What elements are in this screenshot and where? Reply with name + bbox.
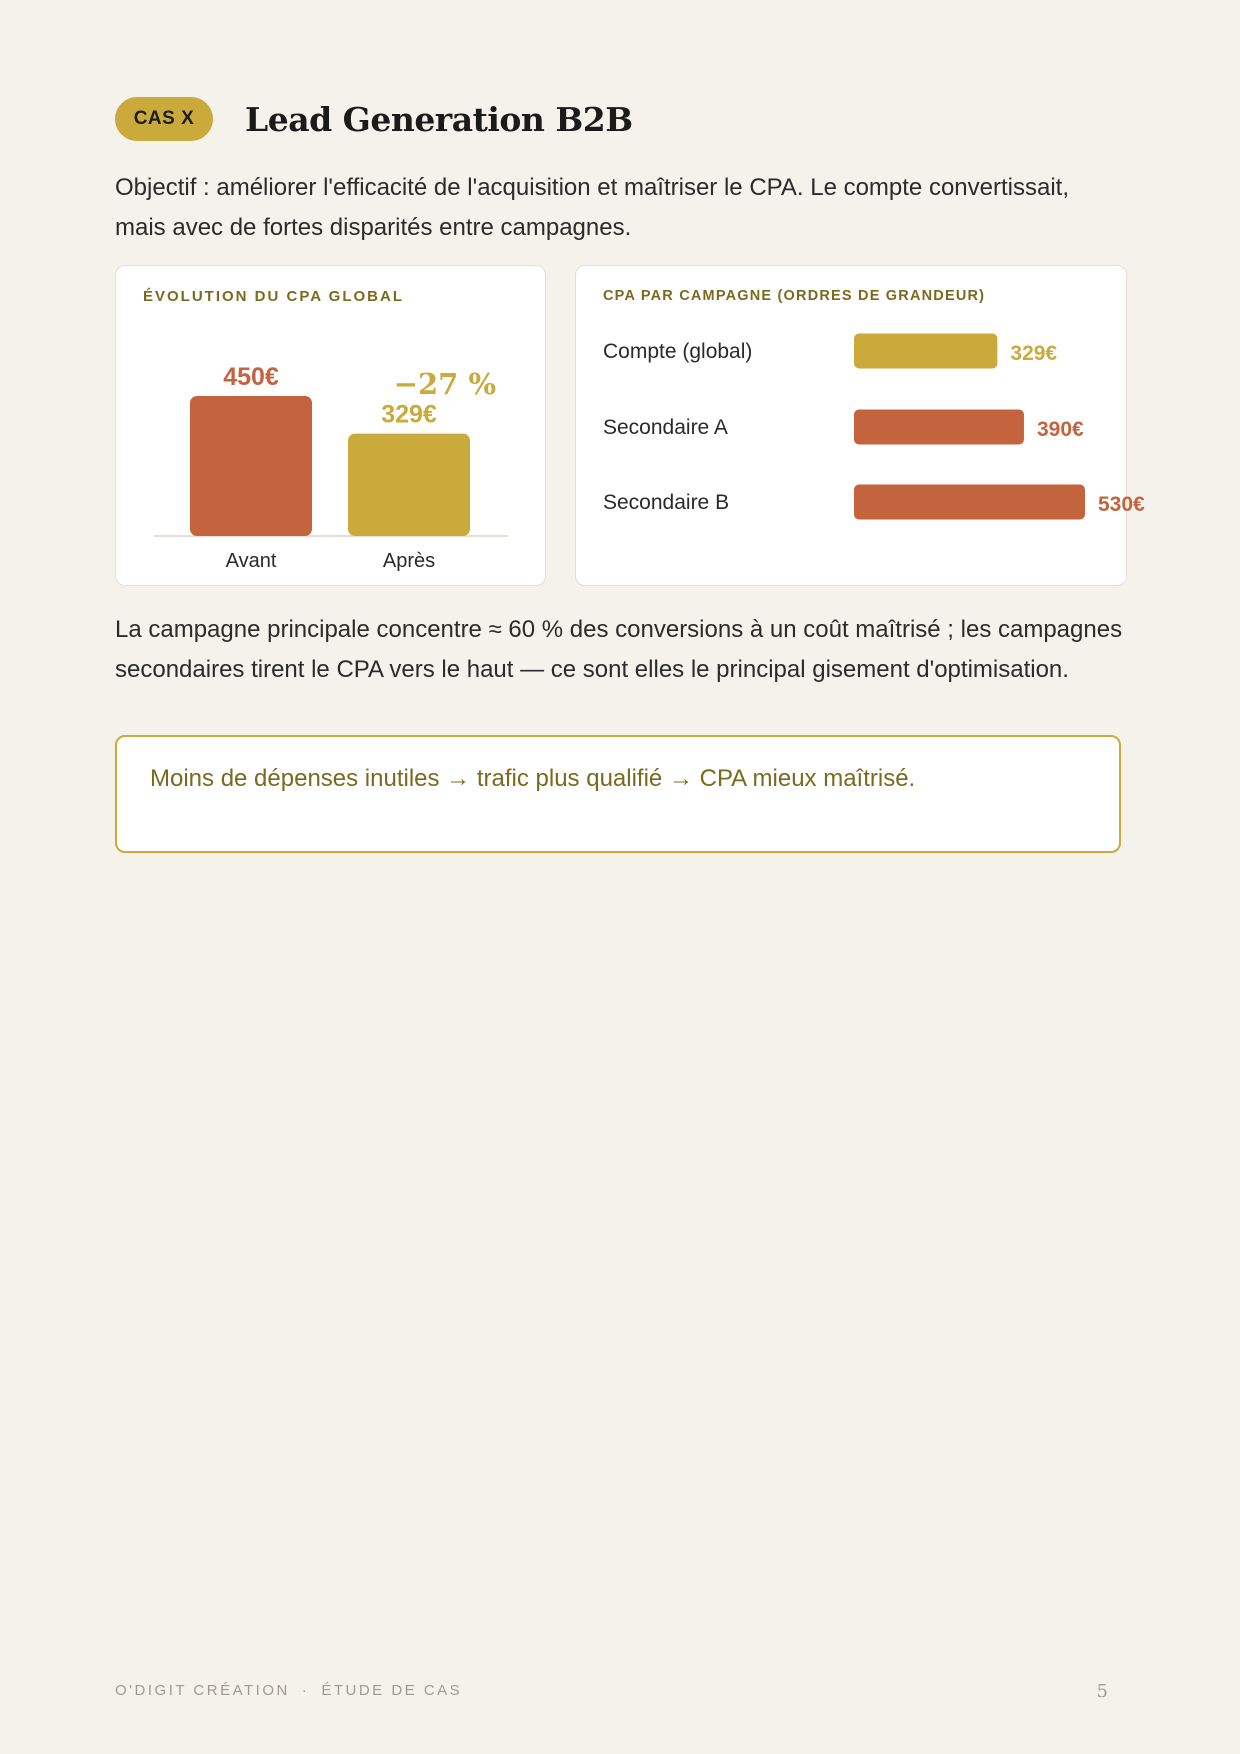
cpa-campaign-chart	[576, 266, 1145, 585]
page	[115, 0, 1145, 1754]
bar-category-label: Avant	[225, 550, 277, 572]
case-badge: CAS X	[115, 97, 213, 141]
page-number: 5	[1096, 1681, 1108, 1702]
page-title: Lead Generation B2B	[245, 99, 633, 139]
campaign-value-label: 329€	[1010, 342, 1058, 365]
campaign-bar	[854, 410, 1024, 445]
footer-brand-name: O'DIGIT CRÉATION	[115, 1682, 290, 1699]
campaign-bar	[854, 485, 1085, 520]
key-takeaway-text: Moins de dépenses inutiles → trafic plus qualifié → CPA mieux maîtrisé.	[150, 765, 916, 792]
bar-aprs	[348, 434, 470, 536]
footer-brand	[115, 1682, 462, 1699]
cpa-evolution-card	[115, 265, 546, 586]
campaign-bar	[854, 334, 997, 369]
cpa-evolution-chart	[116, 266, 545, 585]
intro-paragraph: Objectif : améliorer l'efficacité de l'acquisition et maîtriser le CPA. Le compte convertissait, mais avec de fortes disparités entre campagnes.	[115, 174, 1069, 241]
key-takeaway-box	[115, 735, 1121, 853]
footer-separator: ·	[301, 1682, 310, 1699]
cpa-campaign-card	[575, 265, 1145, 586]
campaign-value-label: 390€	[1036, 418, 1084, 441]
bar-value-label: 329€	[381, 400, 437, 429]
footer-section: ÉTUDE DE CAS	[321, 1682, 463, 1699]
bar-avant	[190, 396, 312, 536]
cpa-campaign-label: CPA PAR CAMPAGNE (ORDRES DE GRANDEUR)	[603, 288, 986, 304]
cpa-evolution-label: ÉVOLUTION DU CPA GLOBAL	[143, 288, 404, 305]
bar-category-label: Après	[382, 550, 436, 572]
campaign-label: Compte (global)	[603, 340, 753, 363]
campaign-label: Secondaire A	[603, 416, 728, 439]
bar-value-label: 450€	[223, 363, 279, 391]
case-header	[115, 97, 633, 141]
campaign-value-label: 530€	[1098, 493, 1145, 516]
analysis-paragraph: La campagne principale concentre ≈ 60 % des conversions à un coût maîtrisé ; les campagnes secondaires tirent le CPA vers le haut — ce sont elles le principal gisement d'optimisation.	[115, 616, 1123, 683]
campaign-label: Secondaire B	[603, 491, 730, 514]
cpa-change-annotation: −27 %	[393, 367, 496, 401]
